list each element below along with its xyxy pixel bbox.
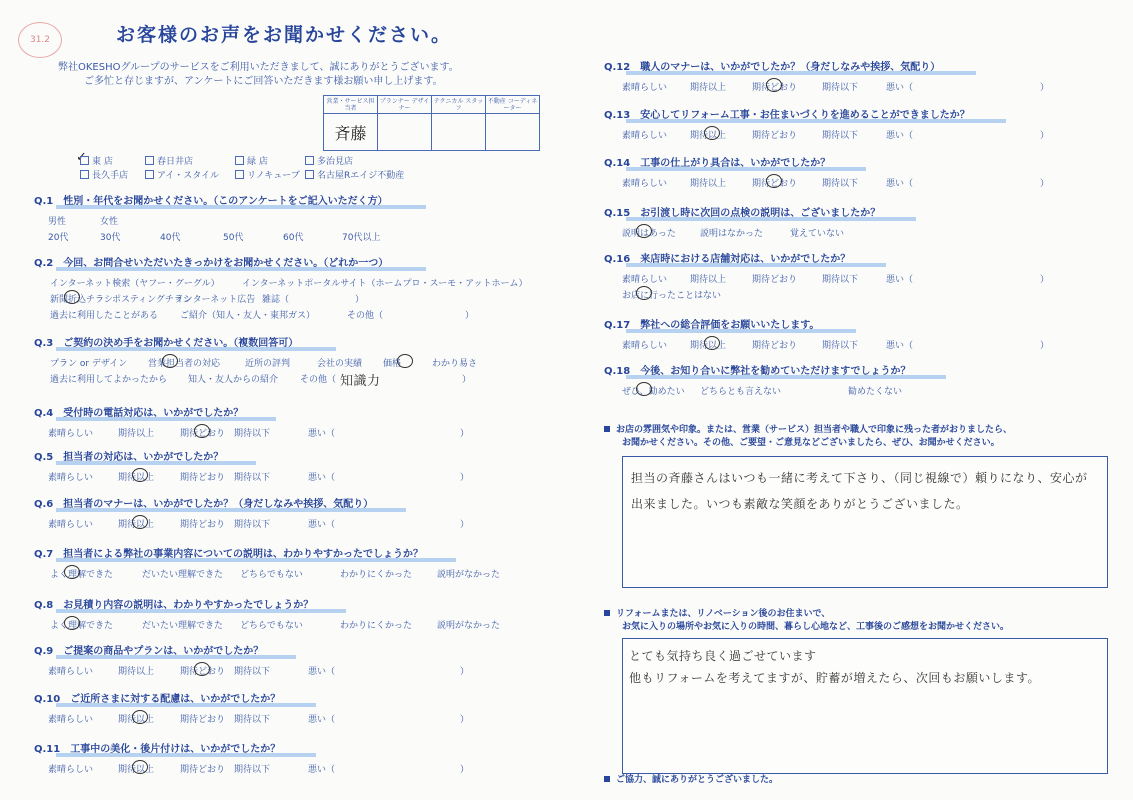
store-option[interactable]: アイ・スタイル — [145, 168, 219, 181]
answer-option[interactable]: 素晴らしい — [622, 83, 668, 93]
staff-value[interactable]: 斉藤 — [324, 114, 378, 151]
question-label: Q.18 今後、お知り合いに弊社を勧めていただけますでしょうか？ — [604, 362, 911, 377]
answer-option[interactable]: ） — [1040, 275, 1050, 285]
hand-circle-mark — [636, 286, 652, 300]
page-title: お客様のお声をお聞かせください。 — [116, 24, 453, 46]
handwritten-other-answer: 知識力 — [340, 374, 381, 389]
answer-option[interactable]: ） — [460, 473, 470, 483]
hand-circle-mark — [132, 468, 148, 482]
answer-option[interactable]: 期待どおり — [180, 520, 226, 530]
question-label: Q.5 担当者の対応は、いかがでしたか？ — [34, 448, 223, 463]
question-label: Q.7 担当者による弊社の事業内容についての説明は、わかりやすかったでしょうか？ — [34, 545, 423, 560]
store-option[interactable]: 長久手店 — [80, 168, 128, 181]
answer-option[interactable]: 期待どおり — [180, 715, 226, 725]
answer-option[interactable]: 説明がなかった — [437, 621, 501, 631]
answer-option[interactable]: 悪い（ — [308, 765, 336, 775]
checkbox[interactable] — [80, 170, 89, 179]
answer-option[interactable]: ） — [462, 375, 472, 385]
answer-option[interactable]: 悪い（ — [308, 473, 336, 483]
answer-option[interactable]: だいたい理解できた — [142, 621, 224, 631]
answer-option[interactable]: 期待どおり — [752, 341, 798, 351]
intro-line-1: 弊社OKESHOグループのサービスをご利用いただきまして、誠にありがとうございます。 — [58, 62, 459, 73]
answer-option[interactable]: 素晴らしい — [622, 131, 668, 141]
store-check-mark: ✓ — [76, 150, 87, 165]
bullet-square-icon — [604, 610, 610, 616]
staff-value[interactable] — [486, 114, 540, 151]
staff-table — [323, 95, 540, 151]
answer-option[interactable]: その他（ — [347, 311, 384, 321]
answer-option[interactable]: 期待以下 — [822, 275, 859, 285]
answer-option[interactable]: 期待どおり — [180, 473, 226, 483]
answer-option[interactable]: インターネットポータルサイト（ホームプロ・スーモ・アットホーム） — [242, 279, 528, 289]
answer-option[interactable]: 雑誌（ — [262, 295, 290, 305]
store-option[interactable]: 春日井店 — [145, 154, 193, 167]
hand-circle-mark — [766, 174, 782, 188]
answer-option[interactable]: 悪い（ — [308, 715, 336, 725]
staff-header: プランナー デザイナー — [378, 96, 432, 114]
answer-option[interactable]: 期待以下 — [234, 765, 271, 775]
answer-option[interactable]: 期待以上 — [690, 275, 727, 285]
answer-option[interactable]: 悪い（ — [886, 341, 914, 351]
section-2-heading: リフォームまたは、リノベーション後のお住まいで、 — [604, 608, 830, 621]
answer-option[interactable]: 男性 — [48, 217, 67, 227]
answer-option[interactable]: 悪い（ — [308, 429, 336, 439]
answer-option[interactable]: 知人・友人からの紹介 — [188, 375, 279, 385]
section-2-heading-2: お気に入りの場所やお気に入りの時間、暮らし心地など、工事後のご感想をお聞かせください。 — [622, 622, 1010, 632]
checkbox[interactable] — [145, 170, 154, 179]
store-option[interactable]: 緑 店 — [235, 154, 268, 167]
answer-option[interactable]: 期待以上 — [118, 429, 155, 439]
comment-1-line-2: 出来ました。いつも素敵な笑顔をありがとうございました。 — [631, 497, 969, 511]
answer-option[interactable]: 悪い（ — [886, 275, 914, 285]
answer-option[interactable]: 期待どおり — [752, 275, 798, 285]
hand-circle-mark — [194, 662, 210, 676]
answer-option[interactable]: 期待どおり — [180, 765, 226, 775]
answer-option[interactable]: 素晴らしい — [48, 667, 94, 677]
comment-2-line-1: とても気持ち良く過ごせています — [629, 649, 817, 663]
store-option[interactable]: 名古屋Rエイジ不動産 — [305, 168, 404, 181]
answer-option[interactable]: 悪い（ — [886, 179, 914, 189]
answer-option[interactable]: 期待どおり — [180, 429, 226, 439]
question-label: Q.17 弊社への総合評価をお願いいたします。 — [604, 316, 819, 331]
answer-option[interactable]: ） — [355, 295, 365, 305]
answer-option[interactable]: 70代以上 — [342, 233, 381, 243]
answer-option[interactable]: 説明はなかった — [700, 229, 764, 239]
answer-option[interactable]: どちらでもない — [240, 570, 303, 580]
answer-option[interactable]: 期待以上 — [690, 131, 727, 141]
answer-option[interactable]: 期待以下 — [234, 473, 271, 483]
store-option[interactable]: 多治見店 — [305, 154, 353, 167]
answer-option[interactable]: 期待どおり — [752, 83, 798, 93]
answer-option[interactable]: 30代 — [100, 233, 121, 243]
answer-option[interactable]: お店に行ったことはない — [622, 291, 722, 301]
hand-circle-mark — [704, 336, 720, 350]
hand-circle-mark — [64, 616, 80, 630]
answer-option[interactable]: 60代 — [283, 233, 304, 243]
section-1-heading-2: お聞かせください。その他、ご要望・ご意見などございましたら、ぜひ、お聞かせください。 — [622, 438, 1000, 448]
answer-option[interactable]: よく理解できた — [50, 570, 114, 580]
intro-line-2: ご多忙と存じますが、アンケートにご回答いただきます様お願い申し上げます。 — [84, 76, 443, 87]
answer-option[interactable]: 素晴らしい — [622, 179, 668, 189]
answer-option[interactable]: 期待どおり — [752, 131, 798, 141]
answer-option[interactable]: 悪い（ — [308, 667, 336, 677]
answer-option[interactable]: 過去に利用したことがある — [50, 311, 159, 321]
answer-option[interactable]: 期待以上 — [118, 520, 155, 530]
answer-option[interactable]: 覚えていない — [790, 229, 845, 239]
question-label: Q.14 工事の仕上がり具合は、いかがでしたか？ — [604, 154, 830, 169]
store-option[interactable]: 東 店 — [80, 154, 113, 167]
thanks-message: ご協力、誠にありがとうございました。 — [604, 774, 778, 787]
answer-option[interactable]: 期待以上 — [690, 83, 727, 93]
answer-option[interactable]: 営業担当者の対応 — [148, 359, 221, 369]
answer-option[interactable]: 説明がなかった — [437, 570, 501, 580]
answer-option[interactable]: 期待以上 — [118, 765, 155, 775]
hand-circle-mark — [704, 126, 720, 140]
answer-option[interactable]: その他（ — [300, 375, 337, 385]
question-label: Q.2 今回、お問合せいただいたきっかけをお聞かせください。（どれか一つ） — [34, 254, 388, 269]
answer-option[interactable]: 期待以下 — [234, 667, 271, 677]
comment-box-1[interactable] — [622, 456, 1108, 588]
checkbox[interactable] — [305, 156, 314, 165]
answer-option[interactable]: 女性 — [100, 217, 119, 227]
question-label: Q.15 お引渡し時に次回の点検の説明は、ございましたか？ — [604, 204, 880, 219]
comment-box-2[interactable] — [622, 638, 1108, 774]
staff-header: テクニカル スタッフ — [432, 96, 486, 114]
answer-option[interactable]: 50代 — [223, 233, 244, 243]
answer-option[interactable]: 期待以下 — [234, 429, 271, 439]
answer-option[interactable]: 価格 — [383, 359, 402, 369]
answer-option[interactable]: 期待以下 — [822, 341, 859, 351]
answer-option[interactable]: 素晴らしい — [622, 275, 668, 285]
checkbox[interactable] — [235, 170, 244, 179]
question-label: Q.11 工事中の美化・後片付けは、いかがでしたか？ — [34, 740, 280, 755]
date-stamp: 31.2 — [18, 22, 62, 58]
answer-option[interactable]: ） — [1040, 131, 1050, 141]
answer-option[interactable]: 期待以上 — [690, 341, 727, 351]
answer-option[interactable]: 悪い（ — [308, 520, 336, 530]
answer-option[interactable]: 期待以上 — [118, 715, 155, 725]
question-label: Q.8 お見積り内容の説明は、わかりやすかったでしょうか？ — [34, 596, 313, 611]
answer-option[interactable]: ポスティングチラシ — [112, 295, 192, 305]
hand-circle-mark — [64, 290, 80, 304]
hand-circle-mark — [64, 565, 80, 579]
checkbox[interactable] — [235, 156, 244, 165]
answer-option[interactable]: ぜひ、勧めたい — [622, 387, 685, 397]
answer-option[interactable]: 過去に利用してよかったから — [50, 375, 168, 385]
bullet-square-icon — [604, 426, 610, 432]
question-label: Q.10 ご近所さまに対する配慮は、いかがでしたか？ — [34, 690, 280, 705]
answer-option[interactable]: 40代 — [160, 233, 181, 243]
staff-header: 営業・サービス担当者 — [324, 96, 378, 114]
answer-option[interactable]: 素晴らしい — [48, 715, 94, 725]
answer-option[interactable]: 素晴らしい — [48, 429, 94, 439]
answer-option[interactable]: 期待以下 — [822, 131, 859, 141]
answer-option[interactable]: 新聞折込チラシ — [50, 295, 114, 305]
answer-option[interactable]: ） — [1040, 341, 1050, 351]
answer-option[interactable]: インターネット広告 — [175, 295, 256, 305]
answer-option[interactable]: ） — [1040, 83, 1050, 93]
answer-option[interactable]: 20代 — [48, 233, 69, 243]
hand-circle-mark — [132, 760, 148, 774]
answer-option[interactable]: ） — [465, 311, 475, 321]
hand-circle-mark — [132, 710, 148, 724]
question-label: Q.3 ご契約の決め手をお聞かせください。（複数回答可） — [34, 334, 298, 349]
answer-option[interactable]: ） — [460, 667, 470, 677]
comment-2-line-2: 他もリフォームを考えてますが、貯蓄が増えたら、次回もお願いします。 — [629, 671, 1040, 685]
answer-option[interactable]: 期待以上 — [118, 473, 155, 483]
answer-option[interactable]: ） — [460, 520, 470, 530]
answer-option[interactable]: ） — [460, 765, 470, 775]
answer-option[interactable]: ご紹介（知人・友人・東邦ガス） — [180, 311, 316, 321]
hand-circle-mark — [162, 354, 178, 368]
question-label: Q.1 性別・年代をお聞かせください。（このアンケートをご記入いただく方） — [34, 192, 388, 207]
checkbox[interactable] — [305, 170, 314, 179]
question-label: Q.6 担当者のマナーは、いかがでしたか？（身だしなみや挨拶、気配り） — [34, 495, 373, 510]
answer-option[interactable]: 近所の評判 — [245, 359, 291, 369]
answer-option[interactable]: 素晴らしい — [48, 473, 94, 483]
section-1-heading: お店の雰囲気や印象。または、営業（サービス）担当者や職人で印象に残った者がおりましたら、 — [604, 424, 1012, 437]
comment-1-line-1: 担当の斉藤さんはいつも一緒に考えて下さり、（同じ視線で）頼りになり、安心が — [631, 471, 1088, 485]
answer-option[interactable]: 期待以下 — [234, 520, 271, 530]
answer-option[interactable]: 期待以下 — [234, 715, 271, 725]
checkbox[interactable] — [80, 156, 89, 165]
answer-option[interactable]: 期待以下 — [822, 83, 859, 93]
question-label: Q.12 職人のマナーは、いかがでしたか？（身だしなみや挨拶、気配り） — [604, 58, 940, 73]
answer-option[interactable]: プラン or デザイン — [50, 359, 128, 369]
bullet-square-icon — [604, 776, 610, 782]
question-label: Q.16 来店時における店舗対応は、いかがでしたか？ — [604, 250, 850, 265]
answer-option[interactable]: よく理解できた — [50, 621, 114, 631]
hand-circle-mark — [766, 78, 782, 92]
hand-circle-mark — [132, 515, 148, 529]
answer-option[interactable]: ） — [1040, 179, 1050, 189]
answer-option[interactable]: 悪い（ — [886, 83, 914, 93]
answer-option[interactable]: 期待どおり — [752, 179, 798, 189]
answer-option[interactable]: 期待以下 — [822, 179, 859, 189]
hand-circle-mark — [397, 354, 413, 368]
answer-option[interactable]: 素晴らしい — [622, 341, 668, 351]
answer-option[interactable]: 素晴らしい — [48, 765, 94, 775]
answer-option[interactable]: わかりにくかった — [340, 621, 413, 631]
answer-option[interactable]: 期待どおり — [180, 667, 226, 677]
hand-circle-mark — [636, 382, 652, 396]
answer-option[interactable]: 素晴らしい — [48, 520, 94, 530]
answer-option[interactable]: 期待以上 — [690, 179, 727, 189]
checkbox[interactable] — [145, 156, 154, 165]
answer-option[interactable]: 勧めたくない — [848, 387, 903, 397]
answer-option[interactable]: わかり易さ — [432, 359, 478, 369]
answer-option[interactable]: インターネット検索（ヤフー・グーグル） — [50, 279, 220, 289]
hand-circle-mark — [636, 224, 652, 238]
answer-option[interactable]: わかりにくかった — [340, 570, 413, 580]
staff-header: 不動産 コーディネーター — [486, 96, 540, 114]
answer-option[interactable]: ） — [460, 715, 470, 725]
question-label: Q.4 受付時の電話対応は、いかがでしたか？ — [34, 404, 243, 419]
answer-option[interactable]: 期待以上 — [118, 667, 155, 677]
staff-value[interactable] — [378, 114, 432, 151]
staff-value[interactable] — [432, 114, 486, 151]
answer-option[interactable]: 説明はあった — [622, 229, 676, 239]
question-label: Q.9 ご提案の商品やプランは、いかがでしたか？ — [34, 642, 263, 657]
answer-option[interactable]: 悪い（ — [886, 131, 914, 141]
answer-option[interactable]: だいたい理解できた — [142, 570, 224, 580]
answer-option[interactable]: ） — [460, 429, 470, 439]
store-option[interactable]: リノキューブ — [235, 168, 300, 181]
hand-circle-mark — [194, 424, 210, 438]
answer-option[interactable]: どちらでもない — [240, 621, 303, 631]
answer-option[interactable]: 会社の実績 — [317, 359, 363, 369]
question-label: Q.13 安心してリフォーム工事・お住まいづくりを進めることができましたか？ — [604, 106, 970, 121]
answer-option[interactable]: どちらとも言えない — [700, 387, 782, 397]
